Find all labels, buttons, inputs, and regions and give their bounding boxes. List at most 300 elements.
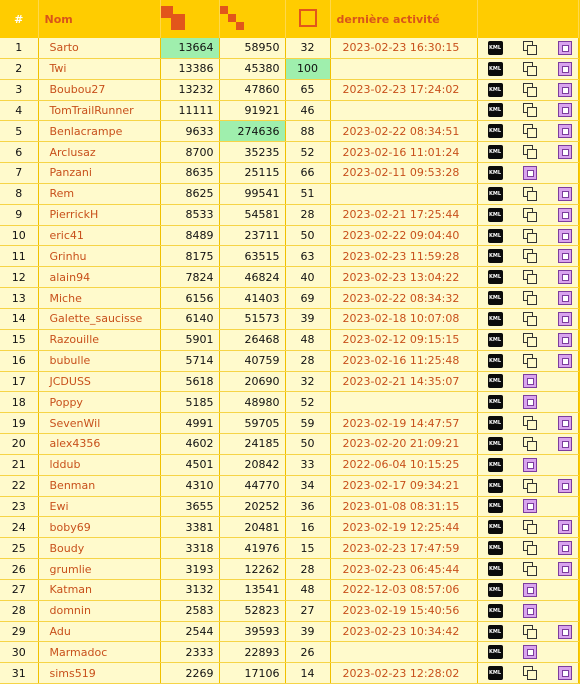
compare-icon[interactable] bbox=[523, 666, 537, 680]
table-row bbox=[0, 579, 578, 600]
actions-header bbox=[477, 0, 578, 38]
actions-cell bbox=[477, 538, 578, 559]
actions-cell bbox=[477, 204, 578, 225]
col2-value: 20481 bbox=[219, 517, 285, 538]
player-name-link[interactable]: Panzani bbox=[38, 163, 160, 184]
last-activity-link[interactable]: 2023-02-23 11:59:28 bbox=[330, 246, 477, 267]
rank-cell: 4 bbox=[0, 100, 38, 121]
player-name-link[interactable]: bubulle bbox=[38, 350, 160, 371]
table-row bbox=[0, 267, 578, 288]
track-map-icon[interactable] bbox=[558, 187, 572, 201]
table-row bbox=[0, 475, 578, 496]
rank-cell: 17 bbox=[0, 371, 38, 392]
kml-download-icon[interactable]: KML bbox=[488, 666, 503, 680]
col3-value: 32 bbox=[285, 371, 330, 392]
actions-cell bbox=[477, 246, 578, 267]
track-map-icon[interactable] bbox=[523, 645, 537, 659]
rank-cell: 20 bbox=[0, 434, 38, 455]
kml-download-icon[interactable]: KML bbox=[488, 499, 503, 513]
track-map-icon[interactable] bbox=[558, 625, 572, 639]
col1-value: 11111 bbox=[160, 100, 219, 121]
table-row bbox=[0, 496, 578, 517]
actions-cell bbox=[477, 288, 578, 309]
last-activity-link[interactable]: 2023-02-23 13:04:22 bbox=[330, 267, 477, 288]
player-name-link[interactable]: Galette_saucisse bbox=[38, 308, 160, 329]
rank-cell: 6 bbox=[0, 142, 38, 163]
track-map-icon[interactable] bbox=[558, 41, 572, 55]
track-map-icon[interactable] bbox=[558, 333, 572, 347]
kml-download-icon[interactable]: KML bbox=[488, 520, 503, 534]
col1-value: 4602 bbox=[160, 434, 219, 455]
compare-icon[interactable] bbox=[523, 437, 537, 451]
col3-value: 59 bbox=[285, 413, 330, 434]
col2-value: 20690 bbox=[219, 371, 285, 392]
last-activity-link[interactable]: 2023-02-22 08:34:51 bbox=[330, 121, 477, 142]
player-name-link[interactable]: boby69 bbox=[38, 517, 160, 538]
col3-value: 32 bbox=[285, 38, 330, 58]
col1-value: 6156 bbox=[160, 288, 219, 309]
col3-value: 52 bbox=[285, 392, 330, 413]
col3-value: 28 bbox=[285, 350, 330, 371]
kml-download-icon[interactable]: KML bbox=[488, 83, 503, 97]
actions-cell bbox=[477, 142, 578, 163]
last-activity-link[interactable] bbox=[330, 183, 477, 204]
col3-value: 27 bbox=[285, 600, 330, 621]
player-name-link[interactable]: Sarto bbox=[38, 38, 160, 58]
col2-value: 54581 bbox=[219, 204, 285, 225]
player-name-link[interactable]: alain94 bbox=[38, 267, 160, 288]
last-activity-link[interactable]: 2023-02-23 12:28:02 bbox=[330, 663, 477, 684]
actions-cell bbox=[477, 183, 578, 204]
col3-value: 28 bbox=[285, 204, 330, 225]
kml-download-icon[interactable]: KML bbox=[488, 395, 503, 409]
col1-value: 5185 bbox=[160, 392, 219, 413]
compare-icon[interactable] bbox=[523, 208, 537, 222]
actions-cell bbox=[477, 496, 578, 517]
track-map-icon[interactable] bbox=[558, 312, 572, 326]
kml-download-icon[interactable]: KML bbox=[488, 374, 503, 388]
last-activity-link[interactable]: 2023-02-16 11:01:24 bbox=[330, 142, 477, 163]
compare-icon[interactable] bbox=[523, 103, 537, 117]
kml-download-icon[interactable]: KML bbox=[488, 249, 503, 263]
player-name-link[interactable]: domnin bbox=[38, 600, 160, 621]
track-map-icon[interactable] bbox=[558, 520, 572, 534]
kml-download-icon[interactable]: KML bbox=[488, 291, 503, 305]
col1-value: 3381 bbox=[160, 517, 219, 538]
player-name-link[interactable]: JCDUSS bbox=[38, 371, 160, 392]
actions-cell bbox=[477, 267, 578, 288]
rank-cell: 25 bbox=[0, 538, 38, 559]
actions-cell bbox=[477, 79, 578, 100]
player-name-link[interactable]: eric41 bbox=[38, 225, 160, 246]
table-row bbox=[0, 621, 578, 642]
compare-icon[interactable] bbox=[523, 41, 537, 55]
actions-cell bbox=[477, 329, 578, 350]
actions-cell bbox=[477, 475, 578, 496]
kml-download-icon[interactable]: KML bbox=[488, 145, 503, 159]
last-activity-link[interactable] bbox=[330, 58, 477, 79]
col1-value: 5714 bbox=[160, 350, 219, 371]
track-map-icon[interactable] bbox=[558, 291, 572, 305]
rank-cell: 24 bbox=[0, 517, 38, 538]
actions-cell bbox=[477, 392, 578, 413]
track-map-icon[interactable] bbox=[558, 562, 572, 576]
actions-cell bbox=[477, 579, 578, 600]
col1-value: 4991 bbox=[160, 413, 219, 434]
kml-download-icon[interactable]: KML bbox=[488, 562, 503, 576]
col3-value: 46 bbox=[285, 100, 330, 121]
last-activity-header[interactable]: dernière activité bbox=[330, 0, 477, 38]
last-activity-link[interactable]: 2023-02-21 14:35:07 bbox=[330, 371, 477, 392]
compare-icon[interactable] bbox=[523, 145, 537, 159]
table-row bbox=[0, 246, 578, 267]
last-activity-link[interactable]: 2023-02-11 09:53:28 bbox=[330, 163, 477, 184]
player-name-link[interactable]: Marmadoc bbox=[38, 642, 160, 663]
actions-cell bbox=[477, 600, 578, 621]
col3-value: 63 bbox=[285, 246, 330, 267]
kml-download-icon[interactable]: KML bbox=[488, 166, 503, 180]
col1-value: 2544 bbox=[160, 621, 219, 642]
table-row bbox=[0, 517, 578, 538]
track-map-icon[interactable] bbox=[558, 208, 572, 222]
actions-cell bbox=[477, 454, 578, 475]
table-row bbox=[0, 163, 578, 184]
track-map-icon[interactable] bbox=[523, 166, 537, 180]
table-row bbox=[0, 204, 578, 225]
col3-value: 50 bbox=[285, 434, 330, 455]
rank-cell: 10 bbox=[0, 225, 38, 246]
player-name-link[interactable]: PierrickH bbox=[38, 204, 160, 225]
compare-icon[interactable] bbox=[523, 270, 537, 284]
compare-icon[interactable] bbox=[523, 354, 537, 368]
player-name-link[interactable]: Poppy bbox=[38, 392, 160, 413]
name-header[interactable]: Nom bbox=[38, 0, 160, 38]
col2-value: 48980 bbox=[219, 392, 285, 413]
col3-value: 28 bbox=[285, 559, 330, 580]
table-row bbox=[0, 38, 578, 58]
col3-value: 14 bbox=[285, 663, 330, 684]
table-row bbox=[0, 121, 578, 142]
player-name-link[interactable]: Boudy bbox=[38, 538, 160, 559]
rank-cell: 2 bbox=[0, 58, 38, 79]
actions-cell bbox=[477, 308, 578, 329]
player-name-link[interactable]: lddub bbox=[38, 454, 160, 475]
track-map-icon[interactable] bbox=[558, 541, 572, 555]
last-activity-link[interactable]: 2023-02-23 16:30:15 bbox=[330, 38, 477, 58]
table-row bbox=[0, 434, 578, 455]
rank-header: # bbox=[0, 0, 38, 38]
compare-icon[interactable] bbox=[523, 249, 537, 263]
player-name-link[interactable]: alex4356 bbox=[38, 434, 160, 455]
compare-icon[interactable] bbox=[523, 83, 537, 97]
rank-cell: 31 bbox=[0, 663, 38, 684]
table-row bbox=[0, 371, 578, 392]
player-name-link[interactable]: Katman bbox=[38, 579, 160, 600]
kml-download-icon[interactable]: KML bbox=[488, 416, 503, 430]
track-map-icon[interactable] bbox=[523, 374, 537, 388]
col1-value: 8175 bbox=[160, 246, 219, 267]
compare-icon[interactable] bbox=[523, 479, 537, 493]
actions-cell bbox=[477, 350, 578, 371]
col1-value: 3655 bbox=[160, 496, 219, 517]
player-name-link[interactable]: Ewi bbox=[38, 496, 160, 517]
actions-cell bbox=[477, 517, 578, 538]
kml-download-icon[interactable]: KML bbox=[488, 103, 503, 117]
player-name-link[interactable]: SevenWil bbox=[38, 413, 160, 434]
rank-cell: 21 bbox=[0, 454, 38, 475]
rank-cell: 22 bbox=[0, 475, 38, 496]
rank-cell: 14 bbox=[0, 308, 38, 329]
track-map-icon[interactable] bbox=[523, 583, 537, 597]
table-row bbox=[0, 392, 578, 413]
last-activity-link[interactable]: 2023-02-21 17:25:44 bbox=[330, 204, 477, 225]
table-row bbox=[0, 58, 578, 79]
kml-download-icon[interactable]: KML bbox=[488, 62, 503, 76]
col2-value: 20252 bbox=[219, 496, 285, 517]
rank-cell: 15 bbox=[0, 329, 38, 350]
col2-value: 91921 bbox=[219, 100, 285, 121]
col3-value: 100 bbox=[285, 58, 330, 79]
actions-cell bbox=[477, 225, 578, 246]
player-name-link[interactable]: Boubou27 bbox=[38, 79, 160, 100]
last-activity-link[interactable]: 2023-02-18 10:07:08 bbox=[330, 308, 477, 329]
last-activity-link[interactable]: 2022-06-04 10:15:25 bbox=[330, 454, 477, 475]
last-activity-link[interactable]: 2023-02-22 09:04:40 bbox=[330, 225, 477, 246]
last-activity-link[interactable] bbox=[330, 392, 477, 413]
kml-download-icon[interactable]: KML bbox=[488, 437, 503, 451]
track-map-icon[interactable] bbox=[523, 499, 537, 513]
col2-value: 17106 bbox=[219, 663, 285, 684]
col3-value: 16 bbox=[285, 517, 330, 538]
actions-cell bbox=[477, 371, 578, 392]
kml-download-icon[interactable]: KML bbox=[488, 270, 503, 284]
last-activity-link[interactable]: 2023-01-08 08:31:15 bbox=[330, 496, 477, 517]
col3-value: 69 bbox=[285, 288, 330, 309]
col3-value: 65 bbox=[285, 79, 330, 100]
player-name-link[interactable]: sims519 bbox=[38, 663, 160, 684]
col2-value: 58950 bbox=[219, 38, 285, 58]
stairs-block-icon bbox=[220, 6, 246, 30]
col1-value: 8533 bbox=[160, 204, 219, 225]
last-activity-link[interactable]: 2023-02-17 09:34:21 bbox=[330, 475, 477, 496]
compare-icon[interactable] bbox=[523, 62, 537, 76]
kml-download-icon[interactable]: KML bbox=[488, 312, 503, 326]
track-map-icon[interactable] bbox=[558, 270, 572, 284]
last-activity-link[interactable]: 2023-02-20 21:09:21 bbox=[330, 434, 477, 455]
table-row bbox=[0, 350, 578, 371]
track-map-icon[interactable] bbox=[523, 458, 537, 472]
rank-cell: 1 bbox=[0, 38, 38, 58]
kml-download-icon[interactable]: KML bbox=[488, 333, 503, 347]
last-activity-link[interactable]: 2023-02-12 09:15:15 bbox=[330, 329, 477, 350]
track-map-icon[interactable] bbox=[523, 395, 537, 409]
actions-cell bbox=[477, 413, 578, 434]
rank-cell: 9 bbox=[0, 204, 38, 225]
col2-value: 26468 bbox=[219, 329, 285, 350]
col2-header[interactable] bbox=[219, 0, 285, 38]
col1-value: 7824 bbox=[160, 267, 219, 288]
actions-cell bbox=[477, 100, 578, 121]
table-row bbox=[0, 538, 578, 559]
track-map-icon[interactable] bbox=[558, 479, 572, 493]
col1-value: 3193 bbox=[160, 559, 219, 580]
table-row bbox=[0, 329, 578, 350]
kml-download-icon[interactable]: KML bbox=[488, 479, 503, 493]
track-map-icon[interactable] bbox=[558, 437, 572, 451]
actions-cell bbox=[477, 58, 578, 79]
last-activity-link[interactable] bbox=[330, 100, 477, 121]
col2-value: 41976 bbox=[219, 538, 285, 559]
table-row bbox=[0, 79, 578, 100]
kml-download-icon[interactable]: KML bbox=[488, 604, 503, 618]
col1-value: 6140 bbox=[160, 308, 219, 329]
col3-header[interactable] bbox=[285, 0, 330, 38]
last-activity-link[interactable]: 2023-02-23 06:45:44 bbox=[330, 559, 477, 580]
table-row bbox=[0, 225, 578, 246]
player-name-link[interactable]: Twi bbox=[38, 58, 160, 79]
col1-value: 8700 bbox=[160, 142, 219, 163]
last-activity-link[interactable]: 2023-02-19 15:40:56 bbox=[330, 600, 477, 621]
col2-value: 99541 bbox=[219, 183, 285, 204]
last-activity-link[interactable]: 2023-02-22 08:34:32 bbox=[330, 288, 477, 309]
col2-value: 52823 bbox=[219, 600, 285, 621]
last-activity-link[interactable]: 2023-02-23 17:47:59 bbox=[330, 538, 477, 559]
rank-cell: 11 bbox=[0, 246, 38, 267]
tetris-s-block-icon bbox=[161, 6, 187, 30]
last-activity-link[interactable]: 2023-02-19 12:25:44 bbox=[330, 517, 477, 538]
kml-download-icon[interactable]: KML bbox=[488, 645, 503, 659]
col1-value: 8625 bbox=[160, 183, 219, 204]
col3-value: 88 bbox=[285, 121, 330, 142]
col1-value: 4310 bbox=[160, 475, 219, 496]
track-map-icon[interactable] bbox=[558, 62, 572, 76]
last-activity-link[interactable]: 2023-02-23 10:34:42 bbox=[330, 621, 477, 642]
col1-value: 2269 bbox=[160, 663, 219, 684]
player-name-link[interactable]: Adu bbox=[38, 621, 160, 642]
track-map-icon[interactable] bbox=[558, 416, 572, 430]
compare-icon[interactable] bbox=[523, 312, 537, 326]
rank-cell: 19 bbox=[0, 413, 38, 434]
track-map-icon[interactable] bbox=[558, 124, 572, 138]
kml-download-icon[interactable]: KML bbox=[488, 354, 503, 368]
player-name-link[interactable]: Grinhu bbox=[38, 246, 160, 267]
player-name-link[interactable]: TomTrailRunner bbox=[38, 100, 160, 121]
track-map-icon[interactable] bbox=[558, 83, 572, 97]
compare-icon[interactable] bbox=[523, 229, 537, 243]
rank-cell: 12 bbox=[0, 267, 38, 288]
player-name-link[interactable]: Benlacrampe bbox=[38, 121, 160, 142]
col1-value: 5901 bbox=[160, 329, 219, 350]
compare-icon[interactable] bbox=[523, 625, 537, 639]
player-name-link[interactable]: grumlie bbox=[38, 559, 160, 580]
rank-cell: 18 bbox=[0, 392, 38, 413]
compare-icon[interactable] bbox=[523, 541, 537, 555]
col2-value: 12262 bbox=[219, 559, 285, 580]
kml-download-icon[interactable]: KML bbox=[488, 208, 503, 222]
compare-icon[interactable] bbox=[523, 562, 537, 576]
kml-download-icon[interactable]: KML bbox=[488, 187, 503, 201]
col1-value: 13386 bbox=[160, 58, 219, 79]
table-row bbox=[0, 308, 578, 329]
col1-value: 9633 bbox=[160, 121, 219, 142]
col3-value: 33 bbox=[285, 454, 330, 475]
kml-download-icon[interactable]: KML bbox=[488, 458, 503, 472]
track-map-icon[interactable] bbox=[558, 354, 572, 368]
last-activity-link[interactable]: 2023-02-16 11:25:48 bbox=[330, 350, 477, 371]
last-activity-link[interactable]: 2023-02-23 17:24:02 bbox=[330, 79, 477, 100]
col3-value: 66 bbox=[285, 163, 330, 184]
track-map-icon[interactable] bbox=[558, 103, 572, 117]
compare-icon[interactable] bbox=[523, 333, 537, 347]
last-activity-link[interactable] bbox=[330, 642, 477, 663]
col1-header[interactable] bbox=[160, 0, 219, 38]
kml-download-icon[interactable]: KML bbox=[488, 41, 503, 55]
col3-value: 51 bbox=[285, 183, 330, 204]
kml-download-icon[interactable]: KML bbox=[488, 625, 503, 639]
col3-value: 34 bbox=[285, 475, 330, 496]
player-name-link[interactable]: Miche bbox=[38, 288, 160, 309]
col2-value: 51573 bbox=[219, 308, 285, 329]
kml-download-icon[interactable]: KML bbox=[488, 541, 503, 555]
col1-value: 2333 bbox=[160, 642, 219, 663]
kml-download-icon[interactable]: KML bbox=[488, 229, 503, 243]
track-map-icon[interactable] bbox=[558, 229, 572, 243]
col3-value: 39 bbox=[285, 621, 330, 642]
track-map-icon[interactable] bbox=[558, 145, 572, 159]
col1-value: 8489 bbox=[160, 225, 219, 246]
last-activity-link[interactable]: 2023-02-19 14:47:57 bbox=[330, 413, 477, 434]
player-name-link[interactable]: Benman bbox=[38, 475, 160, 496]
col2-value: 13541 bbox=[219, 579, 285, 600]
table-row bbox=[0, 663, 578, 684]
actions-cell bbox=[477, 559, 578, 580]
col2-value: 24185 bbox=[219, 434, 285, 455]
rank-cell: 30 bbox=[0, 642, 38, 663]
col1-value: 3132 bbox=[160, 579, 219, 600]
col3-value: 40 bbox=[285, 267, 330, 288]
player-name-link[interactable]: Razouille bbox=[38, 329, 160, 350]
table-row bbox=[0, 454, 578, 475]
actions-cell bbox=[477, 621, 578, 642]
table-row bbox=[0, 100, 578, 121]
compare-icon[interactable] bbox=[523, 187, 537, 201]
table-row bbox=[0, 559, 578, 580]
table-row bbox=[0, 183, 578, 204]
col2-value: 59705 bbox=[219, 413, 285, 434]
track-map-icon[interactable] bbox=[558, 249, 572, 263]
actions-cell bbox=[477, 38, 578, 58]
col2-value: 39593 bbox=[219, 621, 285, 642]
actions-cell bbox=[477, 163, 578, 184]
compare-icon[interactable] bbox=[523, 124, 537, 138]
actions-cell bbox=[477, 121, 578, 142]
track-map-icon[interactable] bbox=[558, 666, 572, 680]
player-name-link[interactable]: Arclusaz bbox=[38, 142, 160, 163]
player-name-link[interactable]: Rem bbox=[38, 183, 160, 204]
col2-value: 22893 bbox=[219, 642, 285, 663]
last-activity-link[interactable]: 2022-12-03 08:57:06 bbox=[330, 579, 477, 600]
kml-download-icon[interactable]: KML bbox=[488, 124, 503, 138]
rank-cell: 29 bbox=[0, 621, 38, 642]
compare-icon[interactable] bbox=[523, 520, 537, 534]
compare-icon[interactable] bbox=[523, 416, 537, 430]
track-map-icon[interactable] bbox=[523, 604, 537, 618]
table-row bbox=[0, 413, 578, 434]
col2-value: 23711 bbox=[219, 225, 285, 246]
col3-value: 39 bbox=[285, 308, 330, 329]
compare-icon[interactable] bbox=[523, 291, 537, 305]
kml-download-icon[interactable]: KML bbox=[488, 583, 503, 597]
